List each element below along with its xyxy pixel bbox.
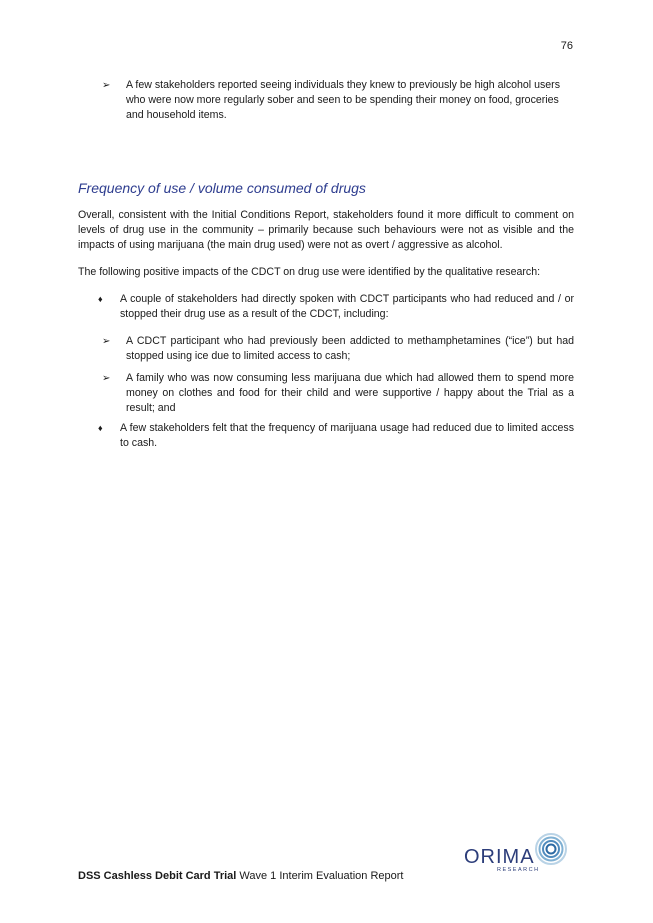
footer [78, 870, 403, 882]
list-item-text: A couple of stakeholders had directly spoken with CDCT participants who had reduced and / or stopped their drug use as a result of the CDCT, including: [120, 293, 574, 320]
diamond-bullet-icon: ♦ [98, 423, 103, 433]
list-item-text: A few stakeholders felt that the frequency of marijuana usage had reduced due to limited access to cash. [120, 422, 574, 449]
list-item-text: A CDCT participant who had previously been addicted to methamphetamines (“ice”) but had stopped using ice due to limited access to cash; [126, 335, 574, 362]
intro-bullet-text: A few stakeholders reported seeing individuals they knew to previously be high alcohol users who were now more regularly sober and seen to be spending their money on food, groceries and household items. [126, 79, 561, 121]
footer-title: DSS Cashless Debit Card Trial [78, 870, 237, 882]
paragraph-2: The following positive impacts of the CDCT on drug use were identified by the qualitative research: [78, 266, 541, 278]
list-item [78, 371, 574, 416]
page-content [78, 78, 574, 459]
arrow-bullet-icon: ➢ [102, 336, 111, 347]
list-item-text: A family who was now consuming less marijuana due which had allowed them to spend more money on clothes and food for their child and were supportive / happy about the Trial as a result; and [126, 372, 574, 414]
section-heading: Frequency of use / volume consumed of drugs [78, 180, 366, 196]
list-item [78, 421, 574, 451]
page-number: 76 [560, 40, 573, 52]
logo-subtitle: RESEARCH [497, 867, 540, 873]
footer-subtitle: Wave 1 Interim Evaluation Report [236, 870, 404, 882]
list-item [78, 334, 574, 364]
logo-word: ORIMA [464, 846, 535, 868]
arrow-bullet-icon: ➢ [102, 80, 111, 91]
diamond-bullet-icon: ♦ [98, 294, 103, 304]
orima-logo [464, 832, 568, 876]
intro-bullet [78, 78, 574, 123]
list-item [78, 292, 574, 322]
arrow-bullet-icon: ➢ [102, 373, 111, 384]
paragraph-1: Overall, consistent with the Initial Conditions Report, stakeholders found it more difficult to comment on levels of drug use in the community – primarily because such behaviours were not as visible and the impacts of using marijuana (the main drug used) were not as overt / aggressive as alcohol. [78, 209, 574, 251]
logo-rings-icon [534, 832, 568, 866]
